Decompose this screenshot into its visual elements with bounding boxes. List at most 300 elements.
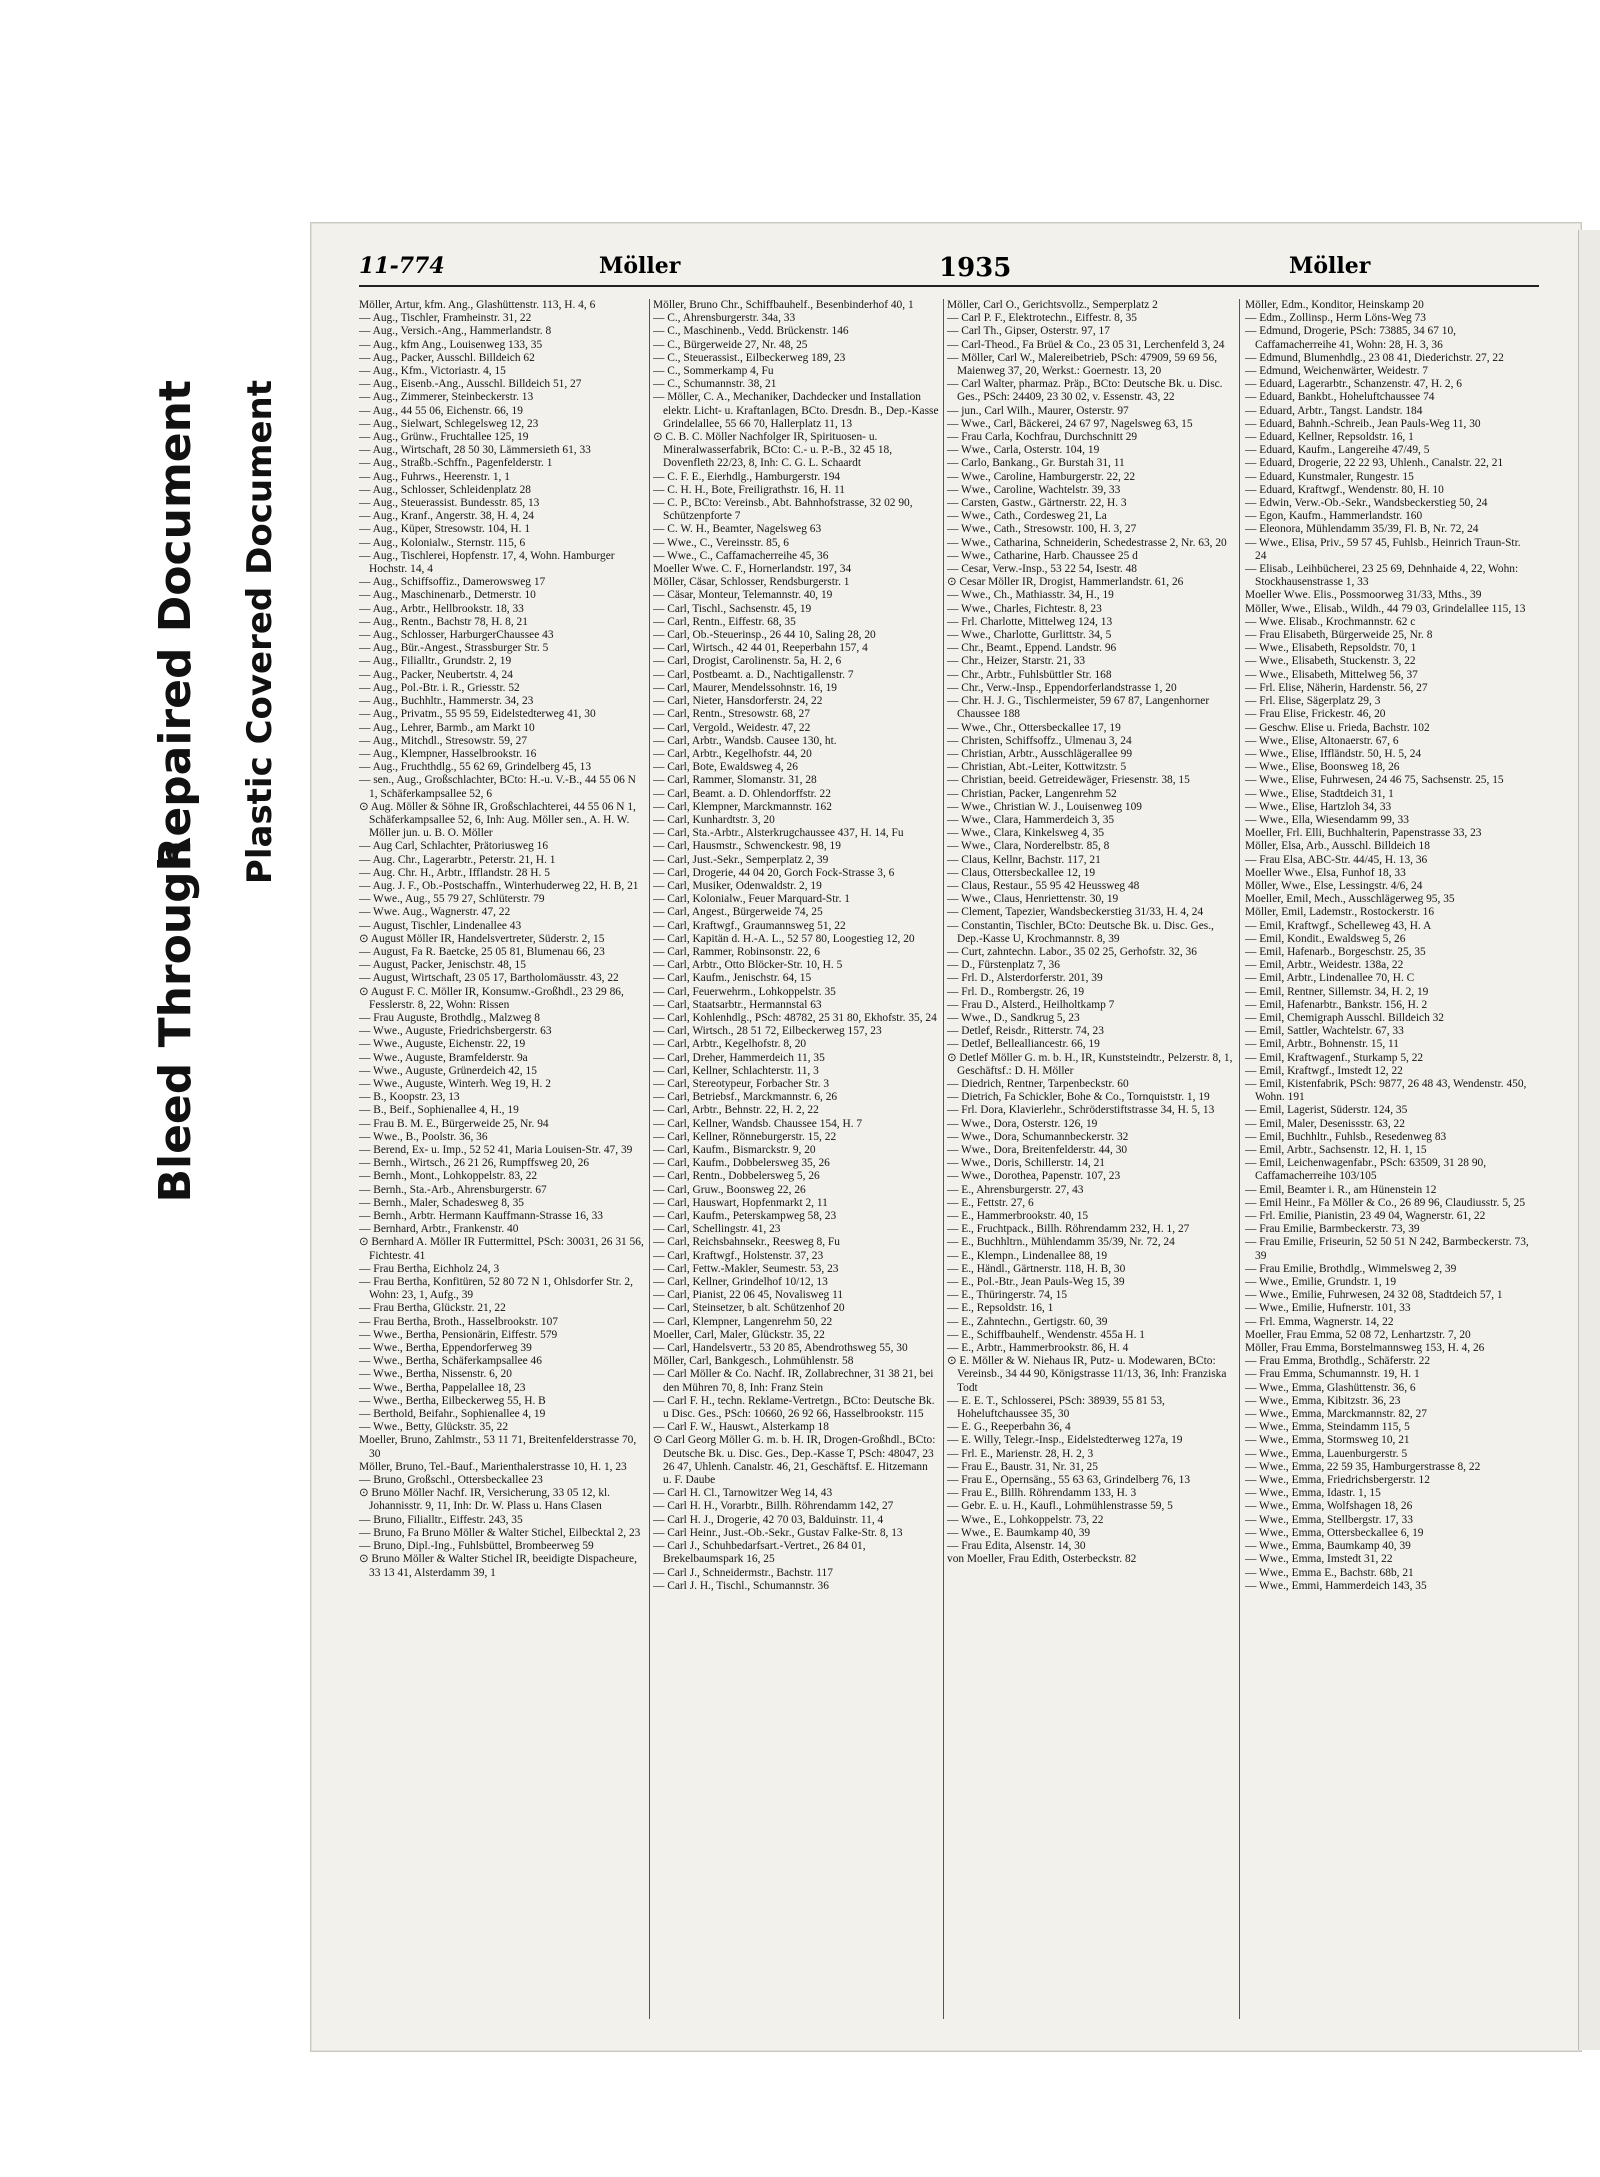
directory-entry: — E. Willy, Telegr.-Insp., Eidelstedterweg 127a, 19 xyxy=(947,1434,1183,1447)
directory-entry: — Wwe., Emilie, Hufnerstr. 101, 33 xyxy=(1245,1302,1411,1315)
directory-entry: — Wwe., Elise, Fuhrwesen, 24 46 75, Sachsenstr. 25, 15 xyxy=(1245,774,1504,787)
directory-entry: — Carl, Kunhardtstr. 3, 20 xyxy=(653,813,775,826)
directory-entry: — Carl, Drogerie, 44 04 20, Gorch Fock-Strasse 3, 6 xyxy=(653,866,895,879)
directory-entry: — Aug., Fuhrws., Heerenstr. 1, 1 xyxy=(359,470,510,483)
directory-entry: — Christian, Packer, Langenrehm 52 xyxy=(947,787,1117,800)
header-rule xyxy=(359,285,1539,287)
directory-entry: — Aug., Schlosser, Schleidenplatz 28 xyxy=(359,483,531,496)
directory-entry: — Aug., kfm Ang., Louisenweg 133, 35 xyxy=(359,338,543,351)
plastic-covered-label: Plastic Covered Document xyxy=(240,380,280,885)
directory-entry: — Aug., Pol.-Btr. i. R., Griesstr. 52 xyxy=(359,681,520,694)
column-4 xyxy=(1245,299,1531,2019)
directory-entry: — August, Fa R. Baetcke, 25 05 81, Blumenau 66, 23 xyxy=(359,945,605,958)
directory-entry: — Chr. H. J. G., Tischlermeister, 59 67 87, Langenhorner Chaussee 188 xyxy=(947,695,1210,721)
directory-entry: — Emil Heinr., Fa Möller & Co., 26 89 96, Claudiusstr. 5, 25 xyxy=(1245,1196,1526,1209)
directory-entry: — Carl, Rentn., Eiffestr. 68, 35 xyxy=(653,615,796,628)
directory-entry: ⊙ C. B. C. Möller Nachfolger IR, Spirituosen- u. Mineralwasserfabrik, BCto: C.- u. P.-B., 32 45 18, Dovenfleth 22/23, 8, Inh: C. G. L. Schaardt xyxy=(653,431,893,470)
directory-entry: — Wwe., Carl, Bäckerei, 24 67 97, Nagelsweg 63, 15 xyxy=(947,417,1193,430)
directory-entry: — Wwe., Dora, Osterstr. 126, 19 xyxy=(947,1117,1098,1130)
directory-entry: — Carl, Musiker, Odenwaldstr. 2, 19 xyxy=(653,879,822,892)
directory-entry: — Carl, Schellingstr. 41, 23 xyxy=(653,1223,781,1236)
directory-entry: — Aug., Kolonialw., Sternstr. 115, 6 xyxy=(359,536,526,549)
directory-entry: — Carl, Rammer, Slomanstr. 31, 28 xyxy=(653,774,817,787)
directory-entry: — Geschw. Elise u. Frieda, Bachstr. 102 xyxy=(1245,721,1430,734)
directory-entry: — C., Sommerkamp 4, Fu xyxy=(653,365,774,378)
directory-entry: — Aug., Grünw., Fruchtallee 125, 19 xyxy=(359,431,529,444)
directory-entry: ⊙ Detlef Möller G. m. b. H., IR, Kunststeindtr., Pelzerstr. 8, 1, Geschäftsf.: D. H. Möller xyxy=(947,1051,1233,1077)
directory-entry: — Wwe., Dorothea, Papenstr. 107, 23 xyxy=(947,1170,1121,1183)
directory-entry: — Carl, Arbtr., Wandsb. Causee 130, ht. xyxy=(653,734,837,747)
directory-entry: — E., Händl., Gärtnerstr. 118, H. B, 30 xyxy=(947,1262,1126,1275)
directory-entry: — E., Repsoldstr. 16, 1 xyxy=(947,1302,1054,1315)
directory-entry: — Aug., Maschinenarb., Detmerstr. 10 xyxy=(359,589,536,602)
directory-entry: — Wwe. Aug., Wagnerstr. 47, 22 xyxy=(359,906,511,919)
directory-entry: — Eduard, Lagerarbtr., Schanzenstr. 47, H. 2, 6 xyxy=(1245,378,1462,391)
directory-entry: — Carl, Nieter, Hansdorferstr. 24, 22 xyxy=(653,695,823,708)
directory-entry: — Wwe., Auguste, Winterh. Weg 19, H. 2 xyxy=(359,1077,551,1090)
directory-entry: — Carlo, Bankang., Gr. Burstah 31, 11 xyxy=(947,457,1125,470)
directory-entry: — Bruno, Filialltr., Eiffestr. 243, 35 xyxy=(359,1513,523,1526)
repaired-document-label: Repaired Document xyxy=(150,380,201,871)
directory-entry: — Carl, Kellner, Schlachterstr. 11, 3 xyxy=(653,1064,819,1077)
directory-entry: — E., Pol.-Btr., Jean Pauls-Weg 15, 39 xyxy=(947,1276,1125,1289)
directory-entry: — Wwe., E. Baumkamp 40, 39 xyxy=(947,1526,1091,1539)
directory-entry: — Edmund, Drogerie, PSch: 73885, 34 67 10, Caffamacherreihe 41, Wohn: 28, H. 3, 36 xyxy=(1245,325,1457,351)
directory-entry: — Wwe., Elisa, Priv., 59 57 45, Fuhlsb., Heinrich Traun-Str. 24 xyxy=(1245,536,1521,562)
directory-entry: — Eleonora, Mühlendamm 35/39, Fl. B, Nr. 72, 24 xyxy=(1245,523,1479,536)
directory-entry: — Carl F. W., Hauswt., Alsterkamp 18 xyxy=(653,1421,829,1434)
directory-entry: — Bernh., Wirtsch., 26 21 26, Rumpffsweg 20, 26 xyxy=(359,1157,590,1170)
directory-entry: — Eduard, Kaufm., Langereihe 47/49, 5 xyxy=(1245,444,1430,457)
directory-entry: — Chr., Heizer, Starstr. 21, 33 xyxy=(947,655,1086,668)
directory-entry: — Frl. D., Alsterdorferstr. 201, 39 xyxy=(947,972,1103,985)
directory-columns xyxy=(359,299,1559,2029)
directory-entry: — E., Thüringerstr. 74, 15 xyxy=(947,1289,1068,1302)
directory-entry: — Wwe., Emma, Stellbergstr. 17, 33 xyxy=(1245,1513,1413,1526)
directory-entry: — C. F. E., Eierhdlg., Hamburgerstr. 194 xyxy=(653,470,841,483)
directory-entry: — Carl, Beamt. a. D. Ohlendorffstr. 22 xyxy=(653,787,831,800)
directory-entry: — Frau Edita, Alsenstr. 14, 30 xyxy=(947,1540,1086,1553)
directory-entry: ⊙ Aug. Möller & Söhne IR, Großschlachterei, 44 55 06 N 1, Schäferkampsallee 52, 6, Inh: Aug. Möller sen., A. H. W. Möller jun. u. B. O. Möller xyxy=(359,800,636,840)
directory-entry: — Clement, Tapezier, Wandsbeckerstieg 31/33, H. 4, 24 xyxy=(947,906,1204,919)
directory-entry: — E. E. T., Schlosserei, PSch: 38939, 55 81 53, Hoheluftchaussee 35, 30 xyxy=(947,1394,1165,1421)
directory-entry: — E., Schiffbauhelf., Wendenstr. 455a H. 1 xyxy=(947,1328,1145,1341)
directory-entry: — Wwe., Bertha, Eilbeckerweg 55, H. B xyxy=(359,1394,546,1407)
directory-entry: Moeller Wwe. Elis., Possmoorweg 31/33, Mths., 39 xyxy=(1245,589,1482,602)
directory-entry: — Carl, Betriebsf., Marckmannstr. 6, 26 xyxy=(653,1091,838,1104)
directory-entry: — Wwe., Auguste, Eichenstr. 22, 19 xyxy=(359,1038,526,1051)
directory-entry: — Frl. Elise, Sägerplatz 29, 3 xyxy=(1245,695,1381,708)
directory-entry: — Wwe., Emma, Wolfshagen 18, 26 xyxy=(1245,1500,1413,1513)
directory-entry: — E., Hammerbrookstr. 40, 15 xyxy=(947,1210,1089,1223)
directory-entry: — Wwe., Christian W. J., Louisenweg 109 xyxy=(947,800,1142,813)
directory-entry: — Aug., Eisenb.-Ang., Ausschl. Billdeich 51, 27 xyxy=(359,378,582,391)
directory-entry: — Aug., Kranf., Angerstr. 38, H. 4, 24 xyxy=(359,510,534,523)
directory-entry: — Wwe., Emma E., Bachstr. 68b, 21 xyxy=(1245,1566,1414,1579)
directory-entry: — Carl, Rentn., Stresowstr. 68, 27 xyxy=(653,708,810,721)
directory-entry: — Carl, Dreher, Hammerdeich 11, 35 xyxy=(653,1051,825,1064)
directory-entry: — Aug., Zimmerer, Steinbeckerstr. 13 xyxy=(359,391,534,404)
directory-entry: Moeller, Carl, Maler, Glückstr. 35, 22 xyxy=(653,1328,825,1341)
directory-entry: — Emil, Arbtr., Lindenallee 70, H. C xyxy=(1245,972,1415,985)
directory-entry: — Wwe., Catharina, Schneiderin, Schedestrasse 2, Nr. 63, 20 xyxy=(947,536,1227,549)
directory-entry: Möller, Carl O., Gerichtsvollz., Semperplatz 2 xyxy=(947,299,1158,311)
directory-entry: — E., Fettstr. 27, 6 xyxy=(947,1196,1034,1209)
directory-entry: — Aug., Lehrer, Barmb., am Markt 10 xyxy=(359,721,535,734)
directory-entry: — Eduard, Kunstmaler, Rungestr. 15 xyxy=(1245,470,1414,483)
directory-entry: — Emil, Sattler, Wachtelstr. 67, 33 xyxy=(1245,1025,1404,1038)
directory-entry: — Carl J., Schneidermstr., Bachstr. 117 xyxy=(653,1566,833,1579)
directory-entry: — Frl. D., Rombergstr. 26, 19 xyxy=(947,985,1085,998)
directory-entry: — Eduard, Arbtr., Tangst. Landstr. 184 xyxy=(1245,404,1423,417)
directory-entry: — C. P., BCto: Vereinsb., Abt. Bahnhofstrasse, 32 02 90, Schützenpforte 7 xyxy=(653,497,913,523)
directory-entry: — Wwe., E., Lohkoppelstr. 73, 22 xyxy=(947,1513,1104,1526)
directory-entry: — Wwe., Cath., Cordesweg 21, La xyxy=(947,510,1107,523)
directory-entry: — Aug., Buchhltr., Hammerstr. 34, 23 xyxy=(359,695,534,708)
directory-entry: — Frau Bertha, Broth., Hasselbrookstr. 107 xyxy=(359,1315,558,1328)
directory-entry: — Carl, Kellner, Rönneburgerstr. 15, 22 xyxy=(653,1130,837,1143)
directory-entry: — Wwe., B., Poolstr. 36, 36 xyxy=(359,1130,488,1143)
directory-entry: — Aug., Packer, Neubertstr. 4, 24 xyxy=(359,668,513,681)
directory-entry: — Eduard, Bahnh.-Schreib., Jean Pauls-Weg 11, 30 xyxy=(1245,417,1481,430)
directory-entry: — Carl, Staatsarbtr., Hermannstal 63 xyxy=(653,998,822,1011)
directory-entry: — Frau Bertha, Glückstr. 21, 22 xyxy=(359,1302,506,1315)
directory-entry: — Aug., Privatm., 55 95 59, Eidelstedterweg 41, 30 xyxy=(359,708,596,721)
directory-entry: — Carl, Kaufm., Peterskampweg 58, 23 xyxy=(653,1210,837,1223)
directory-entry: — Wwe., Emma, Friedrichsbergerstr. 12 xyxy=(1245,1474,1430,1487)
directory-entry: — Wwe., Clara, Hammerdeich 3, 35 xyxy=(947,813,1115,826)
directory-entry: ⊙ Bruno Möller Nachf. IR, Versicherung, 33 05 12, kl. Johannisstr. 9, 11, Inh: Dr. W. Plass u. Hans Clasen xyxy=(359,1487,611,1513)
column-divider xyxy=(1239,299,1240,2019)
directory-entry: — Gebr. E. u. H., Kaufl., Lohmühlenstrasse 59, 5 xyxy=(947,1500,1173,1513)
directory-entry: — Bruno, Fa Bruno Möller & Walter Stichel, Eilbecktal 2, 23 xyxy=(359,1526,641,1539)
directory-entry: — Carl, Handelsvertr., 53 20 85, Abendrothsweg 55, 30 xyxy=(653,1342,908,1355)
directory-entry: — Wwe., Elisabeth, Stuckenstr. 3, 22 xyxy=(1245,655,1416,668)
directory-entry: — Detlef, Reisdr., Ritterstr. 74, 23 xyxy=(947,1025,1104,1038)
directory-entry: — Wwe., Auguste, Grünerdeich 42, 15 xyxy=(359,1064,537,1077)
directory-entry: — C., Maschinenb., Vedd. Brückenstr. 146 xyxy=(653,325,849,338)
directory-entry: — Wwe., Elise, Hartzloh 34, 33 xyxy=(1245,800,1392,813)
directory-entry: Moeller Wwe., Elsa, Funhof 18, 33 xyxy=(1245,866,1406,879)
page-number: 11-774 xyxy=(359,253,445,279)
directory-entry: — Aug., Bür.-Angest., Strassburger Str. 5 xyxy=(359,642,549,655)
directory-entry: — Detlef, Bellealliancestr. 66, 19 xyxy=(947,1038,1100,1051)
directory-entry: — Wwe., Aug., 55 79 27, Schlüterstr. 79 xyxy=(359,893,545,906)
directory-entry: — E., Buchhltrn., Mühlendamm 35/39, Nr. 72, 24 xyxy=(947,1236,1175,1249)
directory-entry: — Frau Elisabeth, Bürgerweide 25, Nr. 8 xyxy=(1245,629,1433,642)
directory-entry: — Bernh., Maler, Schadesweg 8, 35 xyxy=(359,1196,524,1209)
directory-entry: ⊙ E. Möller & W. Niehaus IR, Putz- u. Modewaren, BCto: Vereinsb., 34 44 90, Königstrasse 11/13, 36, Inh: Franziska Todt xyxy=(947,1355,1227,1394)
directory-entry: — Frl. Dora, Klavierlehr., Schröderstiftstrasse 34, H. 5, 13 xyxy=(947,1104,1215,1117)
directory-entry: — Carl, Rammer, Robinsonstr. 22, 6 xyxy=(653,945,820,958)
directory-entry: — Frau Emma, Brothdlg., Schäferstr. 22 xyxy=(1245,1355,1431,1368)
directory-entry: — August, Tischler, Lindenallee 43 xyxy=(359,919,522,932)
column-2 xyxy=(653,299,939,2019)
directory-entry: — Carl-Theod., Fa Brüel & Co., 23 05 31, Lerchenfeld 3, 24 xyxy=(947,338,1225,351)
directory-entry: — Dietrich, Fa Schickler, Bohe & Co., Tornquiststr. 1, 19 xyxy=(947,1091,1210,1104)
directory-entry: — Möller, C. A., Mechaniker, Dachdecker und Installation elektr. Licht- u. Kraftanlagen, BCto. Dresdn. B., Dep.-Kasse Grindelallee, 55 66 70, Hallerplatz 11, 13 xyxy=(653,391,939,430)
directory-page xyxy=(310,222,1582,2052)
directory-entry: — Emil, Arbtr., Bohnenstr. 15, 11 xyxy=(1245,1038,1399,1051)
directory-entry: — Edmund, Blumenhdlg., 23 08 41, Diederichstr. 27, 22 xyxy=(1245,351,1504,364)
directory-entry: — Aug., Mitchdl., Stresowstr. 59, 27 xyxy=(359,734,528,747)
directory-entry: — Carl, Kaufm., Dobbelersweg 35, 26 xyxy=(653,1157,830,1170)
directory-entry: — Emil, Leichenwagenfabr., PSch: 63509, 31 28 90, Caffamacherreihe 103/105 xyxy=(1245,1157,1487,1183)
directory-entry: — C., Steuerassist., Eilbeckerweg 189, 23 xyxy=(653,351,846,364)
directory-entry: Möller, Elsa, Arb., Ausschl. Billdeich 18 xyxy=(1245,840,1430,853)
directory-entry: — Wwe., Chr., Ottersbeckallee 17, 19 xyxy=(947,721,1121,734)
directory-entry: — Chr., Arbtr., Fuhlsbüttler Str. 168 xyxy=(947,668,1112,681)
directory-entry: — Carl, Fettw.-Makler, Seumestr. 53, 23 xyxy=(653,1262,839,1275)
directory-entry: — Frau Carla, Kochfrau, Durchschnitt 29 xyxy=(947,431,1138,444)
directory-entry: — Carl, Arbtr., Kegelhofstr. 44, 20 xyxy=(653,747,812,760)
directory-entry: — Carl, Maurer, Mendelssohnstr. 16, 19 xyxy=(653,681,837,694)
directory-entry: ⊙ August Möller IR, Handelsvertreter, Süderstr. 2, 15 xyxy=(359,932,605,945)
directory-entry: — Carl, Arbtr., Kegelhofstr. 8, 20 xyxy=(653,1038,807,1051)
directory-entry: — Aug., Klempner, Hasselbrookstr. 16 xyxy=(359,747,537,760)
directory-entry: — Frau Emilie, Barmbeckerstr. 73, 39 xyxy=(1245,1223,1420,1236)
directory-entry: — Christen, Schiffsoffz., Ulmenau 3, 24 xyxy=(947,734,1132,747)
directory-entry: — Carl H. H., Vorarbtr., Billh. Röhrendamm 142, 27 xyxy=(653,1500,894,1513)
directory-entry: ⊙ Bernhard A. Möller IR Futtermittel, PSch: 30031, 26 31 56, Fichtestr. 41 xyxy=(359,1236,644,1262)
directory-entry: — B., Beif., Sophienallee 4, H., 19 xyxy=(359,1104,519,1117)
directory-entry: — Cäsar, Monteur, Telemannstr. 40, 19 xyxy=(653,589,833,602)
directory-entry: Möller, Carl, Bankgesch., Lohmühlenstr. 58 xyxy=(653,1355,854,1368)
directory-entry: — Aug., Versich.-Ang., Hammerlandstr. 8 xyxy=(359,325,552,338)
directory-entry: — E., Fruchtpack., Billh. Röhrendamm 232, H. 1, 27 xyxy=(947,1223,1190,1236)
directory-entry: — Emil, Kraftwgf., Schelleweg 43, H. A xyxy=(1245,919,1432,932)
directory-entry: — Carl F. H., techn. Reklame-Vertretgn., BCto: Deutsche Bk. u Disc. Ges., PSch: 10660, 26 92 66, Hasselbrookstr. 115 xyxy=(653,1394,935,1421)
directory-entry: — Frau Auguste, Brothdlg., Malzweg 8 xyxy=(359,1011,540,1024)
directory-entry: — Emil, Kistenfabrik, PSch: 9877, 26 48 43, Wendenstr. 450, Wohn. 191 xyxy=(1245,1077,1527,1104)
directory-entry: — Aug., Fruchthdlg., 55 62 69, Grindelberg 45, 13 xyxy=(359,761,592,774)
directory-entry: — Frau E., Opernsäng., 55 63 63, Grindelberg 76, 13 xyxy=(947,1474,1191,1487)
directory-entry: — C., Bürgerweide 27, Nr. 48, 25 xyxy=(653,338,808,351)
directory-entry: — Carl, Tischl., Sachsenstr. 45, 19 xyxy=(653,602,812,615)
directory-entry: — Wwe., Caroline, Hamburgerstr. 22, 22 xyxy=(947,470,1136,483)
directory-entry: — Wwe., Emma, Marckmannstr. 82, 27 xyxy=(1245,1408,1428,1421)
directory-entry: — Frau Emilie, Friseurin, 52 50 51 N 242, Barmbeckerstr. 73, 39 xyxy=(1245,1236,1529,1262)
page-header xyxy=(359,253,1539,293)
directory-entry: — Wwe., Elise, Boonsweg 18, 26 xyxy=(1245,761,1400,774)
directory-entry: — Wwe., Claus, Henriettenstr. 30, 19 xyxy=(947,893,1119,906)
directory-entry: — Bruno, Dipl.-Ing., Fuhlsbüttel, Brombeerweg 59 xyxy=(359,1540,594,1553)
directory-entry: — Christian, Abt.-Leiter, Kottwitzstr. 5 xyxy=(947,761,1127,774)
directory-entry: — Bernhard, Arbtr., Frankenstr. 40 xyxy=(359,1223,519,1236)
directory-entry: — Wwe., Elise, Altonaerstr. 67, 6 xyxy=(1245,734,1399,747)
directory-entry: — Wwe., Bertha, Nissenstr. 6, 20 xyxy=(359,1368,512,1381)
directory-entry: — E., Arbtr., Hammerbrookstr. 86, H. 4 xyxy=(947,1342,1129,1355)
directory-entry: — Carl, Drogist, Carolinenstr. 5a, H. 2, 6 xyxy=(653,655,842,668)
directory-entry: — Frl. Emma, Wagnerstr. 14, 22 xyxy=(1245,1315,1394,1328)
directory-entry: — Eduard, Kellner, Repsoldstr. 16, 1 xyxy=(1245,431,1414,444)
directory-entry: — Carl, Wirtsch., 42 44 01, Reeperbahn 157, 4 xyxy=(653,642,868,655)
directory-entry: — Wwe., Ella, Wiesendamm 99, 33 xyxy=(1245,813,1409,826)
directory-entry: — Emil, Buchhltr., Fuhlsb., Resedenweg 83 xyxy=(1245,1130,1447,1143)
directory-entry: — Wwe., Bertha, Pappelallee 18, 23 xyxy=(359,1381,526,1394)
directory-entry: — Wwe., Emma, Baumkamp 40, 39 xyxy=(1245,1540,1411,1553)
directory-entry: — Wwe., Cath., Stresowstr. 100, H. 3, 27 xyxy=(947,523,1137,536)
directory-entry: — Eduard, Drogerie, 22 22 93, Uhlenh., Canalstr. 22, 21 xyxy=(1245,457,1504,470)
directory-entry: — Aug. Chr., Lagerarbtr., Peterstr. 21, H. 1 xyxy=(359,853,556,866)
directory-entry: — Wwe., Charlotte, Gurlittstr. 34, 5 xyxy=(947,629,1112,642)
directory-entry: — Frl. E., Marienstr. 28, H. 2, 3 xyxy=(947,1447,1094,1460)
directory-entry: — Aug. Chr. H., Arbtr., Ifflandstr. 28 H. 5 xyxy=(359,866,550,879)
directory-entry: — Emil, Arbtr., Weidestr. 138a, 22 xyxy=(1245,959,1404,972)
directory-entry: Möller, Wwe., Elisab., Wildh., 44 79 03, Grindelallee 115, 13 xyxy=(1245,602,1526,615)
directory-entry: — Carl, Kohlenhdlg., PSch: 48782, 25 31 80, Ekhofstr. 35, 24 xyxy=(653,1011,937,1024)
directory-entry: — Möller, Carl W., Malereibetrieb, PSch: 47909, 59 69 56, Maienweg 37, 20, Werkst.: Goernestr. 13, 20 xyxy=(947,351,1218,378)
directory-entry: — Wwe., Carla, Osterstr. 104, 19 xyxy=(947,444,1100,457)
directory-entry: — Aug., Arbtr., Hellbrookstr. 18, 33 xyxy=(359,602,524,615)
directory-entry: — Wwe., Clara, Norderelbstr. 85, 8 xyxy=(947,840,1110,853)
directory-entry: — D., Fürstenplatz 7, 36 xyxy=(947,959,1060,972)
directory-entry: — Wwe., D., Sandkrug 5, 23 xyxy=(947,1011,1080,1024)
directory-entry: — Wwe., C., Vereinsstr. 85, 6 xyxy=(653,536,789,549)
directory-entry: — Carl, Hausmstr., Schwenckestr. 98, 19 xyxy=(653,840,841,853)
directory-entry: — Carl, Arbtr., Behnstr. 22, H. 2, 22 xyxy=(653,1104,819,1117)
directory-entry: — Bernh., Arbtr. Hermann Kauffmann-Strasse 16, 33 xyxy=(359,1210,604,1223)
directory-entry: — Aug., Schiffsoffiz., Damerowsweg 17 xyxy=(359,576,546,589)
column-divider xyxy=(649,299,650,2019)
directory-entry: — Carl, Bote, Ewaldsweg 4, 26 xyxy=(653,761,798,774)
directory-entry: — Aug., Tischlerei, Hopfenstr. 17, 4, Wohn. Hamburger Hochstr. 14, 4 xyxy=(359,549,615,576)
directory-entry: Möller, Edm., Konditor, Heinskamp 20 xyxy=(1245,299,1424,311)
directory-entry: — Frl. Emilie, Pianistin, 23 49 04, Wagnerstr. 61, 22 xyxy=(1245,1210,1486,1223)
directory-entry: — Frau Elsa, ABC-Str. 44/45, H. 13, 36 xyxy=(1245,853,1428,866)
directory-entry: — Carl, Kraftwgf., Graumannsweg 51, 22 xyxy=(653,919,846,932)
directory-entry: — Edwin, Verw.-Ob.-Sekr., Wandsbeckerstieg 50, 24 xyxy=(1245,497,1488,510)
directory-entry: — Berend, Ex- u. Imp., 52 52 41, Maria Louisen-Str. 47, 39 xyxy=(359,1144,633,1156)
directory-entry: — C. H. H., Bote, Freiligrathstr. 16, H. 11 xyxy=(653,483,845,496)
directory-entry: — Christian, beeid. Getreidewäger, Friesenstr. 38, 15 xyxy=(947,774,1190,787)
directory-entry: — Wwe., Elisabeth, Mittelweg 56, 37 xyxy=(1245,668,1418,681)
directory-entry: — C., Ahrensburgerstr. 34a, 33 xyxy=(653,312,796,325)
directory-entry: Moeller, Emil, Mech., Ausschlägerweg 95, 35 xyxy=(1245,893,1455,906)
directory-entry: — Wwe., Ch., Mathiasstr. 34, H., 19 xyxy=(947,589,1114,602)
directory-entry: — B., Koopstr. 23, 13 xyxy=(359,1091,460,1104)
directory-entry: — Wwe., Emma, Ottersbeckallee 6, 19 xyxy=(1245,1526,1424,1539)
directory-entry: — Wwe., Auguste, Bramfelderstr. 9a xyxy=(359,1051,528,1064)
directory-entry: — Aug., Straßb.-Schffn., Pagenfelderstr. 1 xyxy=(359,457,553,470)
directory-entry: — Carl, Rentn., Dobbelersweg 5, 26 xyxy=(653,1170,820,1183)
directory-entry: — Edm., Zollinsp., Herm Löns-Weg 73 xyxy=(1245,312,1426,325)
directory-entry: Moeller, Bruno, Zahlmstr., 53 11 71, Breitenfelderstrasse 70, 30 xyxy=(359,1434,637,1460)
directory-entry: — Wwe., Emilie, Fuhrwesen, 24 32 08, Stadtdeich 57, 1 xyxy=(1245,1289,1503,1302)
directory-entry: — Emil, Hafenarb., Borgeschstr. 25, 35 xyxy=(1245,945,1426,958)
directory-entry: — Elisab., Leihbücherei, 23 25 69, Dehnhaide 4, 22, Wohn: Stockhausenstrasse 1, 33 xyxy=(1245,563,1519,589)
directory-entry: — Carl Möller & Co. Nachf. IR, Zollabrechner, 31 38 21, bei den Mühren 70, 8, Inh: Franz Stein xyxy=(653,1368,934,1394)
directory-entry: — Wwe., Catharine, Harb. Chaussee 25 d xyxy=(947,549,1138,562)
directory-entry: — Wwe., Emma, Idastr. 1, 15 xyxy=(1245,1487,1381,1500)
directory-entry: — Carl, Ob.-Steuerinsp., 26 44 10, Saling 28, 20 xyxy=(653,629,876,642)
directory-entry: — C., Schumannstr. 38, 21 xyxy=(653,378,777,391)
directory-entry: — Edmund, Weichenwärter, Weidestr. 7 xyxy=(1245,365,1428,378)
directory-entry: — Carl, Klempner, Marckmannstr. 162 xyxy=(653,800,832,813)
directory-entry: — C. W. H., Beamter, Nagelsweg 63 xyxy=(653,523,822,536)
directory-entry: — Claus, Ottersbeckallee 12, 19 xyxy=(947,866,1096,879)
directory-entry: Moeller, Frl. Elli, Buchhalterin, Papenstrasse 33, 23 xyxy=(1245,827,1482,840)
directory-entry: — E., Klempn., Lindenallee 88, 19 xyxy=(947,1249,1108,1262)
directory-entry: Moeller Wwe. C. F., Hornerlandstr. 197, 34 xyxy=(653,563,852,576)
column-1 xyxy=(359,299,645,2019)
directory-entry: — Emil, Arbtr., Sachsenstr. 12, H. 1, 15 xyxy=(1245,1144,1427,1156)
directory-entry: — Aug., Schlosser, HarburgerChaussee 43 xyxy=(359,629,554,642)
directory-entry: — Eduard, Bankbt., Hoheluftchaussee 74 xyxy=(1245,391,1435,404)
directory-entry: — Carsten, Gastw., Gärtnerstr. 22, H. 3 xyxy=(947,497,1127,510)
directory-entry: — Carl, Arbtr., Otto Blöcker-Str. 10, H. 5 xyxy=(653,959,843,972)
directory-entry: — Emil, Kraftwagenf., Sturkamp 5, 22 xyxy=(1245,1051,1424,1064)
directory-entry: — Wwe., Clara, Kinkelsweg 4, 35 xyxy=(947,827,1105,840)
directory-entry: — Claus, Kellnr, Bachstr. 117, 21 xyxy=(947,853,1101,866)
directory-entry: — Emil, Chemigraph Ausschl. Billdeich 32 xyxy=(1245,1011,1445,1024)
directory-entry: — Wwe., Auguste, Friedrichsbergerstr. 63 xyxy=(359,1025,552,1038)
directory-entry: — Christian, Arbtr., Ausschlägerallee 99 xyxy=(947,747,1133,760)
directory-entry: — Wwe. Elisab., Krochmannstr. 62 c xyxy=(1245,615,1416,628)
directory-entry: — Emil, Rentner, Sillemstr. 34, H. 2, 19 xyxy=(1245,985,1429,998)
directory-entry: — Aug Carl, Schlachter, Prätoriusweg 16 xyxy=(359,840,549,853)
directory-entry: — Wwe., Emma, Steindamm 115, 5 xyxy=(1245,1421,1410,1434)
directory-entry: — Bernh., Mont., Lohkoppelstr. 83, 22 xyxy=(359,1170,538,1183)
directory-entry: — Bernh., Sta.-Arb., Ahrensburgerstr. 67 xyxy=(359,1183,547,1196)
directory-entry: — E. G., Reeperbahn 36, 4 xyxy=(947,1421,1071,1434)
directory-entry: — Wwe., Bertha, Schäferkampsallee 46 xyxy=(359,1355,542,1368)
directory-entry: — Aug., Wirtschaft, 28 50 30, Lämmersieth 61, 33 xyxy=(359,444,591,457)
directory-entry: — Carl J. H., Tischl., Schumannstr. 36 xyxy=(653,1579,829,1592)
directory-entry: — Carl, Klempner, Langenrehm 50, 22 xyxy=(653,1315,833,1328)
directory-entry: — E., Ahrensburgerstr. 27, 43 xyxy=(947,1183,1084,1196)
directory-entry: — Aug., Packer, Ausschl. Billdeich 62 xyxy=(359,351,535,364)
directory-entry: — Carl J., Schuhbedarfsart.-Vertret., 26 84 01, Brekelbaumspark 16, 25 xyxy=(653,1540,866,1566)
directory-entry: — Wwe., Bertha, Pensionärin, Eiffestr. 579 xyxy=(359,1328,558,1341)
directory-entry: — Wwe., Elise, Iffländstr. 50, H. 5, 24 xyxy=(1245,747,1422,760)
running-head-left: Möller xyxy=(599,253,681,279)
directory-entry: Möller, Frau Emma, Borstelmannsweg 153, H. 4, 26 xyxy=(1245,1342,1485,1355)
directory-entry: — Carl, Kaufm., Bismarckstr. 9, 20 xyxy=(653,1144,816,1156)
directory-entry: — Chr., Beamt., Eppend. Landstr. 96 xyxy=(947,642,1117,655)
directory-entry: — Curt, zahntechn. Labor., 35 02 25, Gerhofstr. 32, 36 xyxy=(947,945,1197,958)
directory-entry: Möller, Emil, Lademstr., Rostockerstr. 16 xyxy=(1245,906,1435,919)
directory-entry: — Bruno, Großschl., Ottersbeckallee 23 xyxy=(359,1474,543,1487)
directory-entry: ⊙ Carl Georg Möller G. m. b. H. IR, Drogen-Großhdl., BCto: Deutsche Bk. u. Disc. Ges., Dep.-Kasse T, PSch: 48047, 23 26 47, Uhlenh. Canalstr. 46, 21, Geschäftsf. E. Hitzemann u. F. Daube xyxy=(653,1434,936,1487)
directory-entry: — Constantin, Tischler, BCto: Deutsche Bk. u. Disc. Ges., Dep.-Kasse U, Krochmannstr. 8, 39 xyxy=(947,919,1214,945)
directory-entry: — Carl, Kellner, Wandsb. Chaussee 154, H. 7 xyxy=(653,1117,863,1130)
directory-entry: — Wwe., Emmi, Hammerdeich 143, 35 xyxy=(1245,1579,1427,1592)
directory-entry: — sen., Aug., Großschlachter, BCto: H.-u. V.-B., 44 55 06 N 1, Schäferkampsallee 52, 6 xyxy=(359,774,636,800)
directory-entry: — Carl Th., Gipser, Osterstr. 97, 17 xyxy=(947,325,1110,338)
directory-entry: — Emil, Maler, Desenissstr. 63, 22 xyxy=(1245,1117,1405,1130)
directory-entry: — Frau Bertha, Konfitüren, 52 80 72 N 1, Ohlsdorfer Str. 2, Wohn: 23, 1, Aufg., 39 xyxy=(359,1276,633,1302)
directory-entry: — Wwe., Elisabeth, Repsoldstr. 70, 1 xyxy=(1245,642,1417,655)
directory-entry: — Emil, Beamter i. R., am Hünenstein 12 xyxy=(1245,1183,1437,1196)
directory-entry: — Carl P. F., Elektrotechn., Eiffestr. 8, 35 xyxy=(947,312,1137,325)
column-divider xyxy=(943,299,944,2019)
directory-entry: — Aug., Steuerassist. Bundesstr. 85, 13 xyxy=(359,497,540,510)
directory-entry: — Wwe., Emma, Kibitzstr. 36, 23 xyxy=(1245,1394,1401,1407)
directory-entry: — Wwe., Charles, Fichtestr. 8, 23 xyxy=(947,602,1102,615)
directory-entry: — Aug., 44 55 06, Eichenstr. 66, 19 xyxy=(359,404,523,417)
directory-entry: — Carl, Kaufm., Jenischstr. 64, 15 xyxy=(653,972,812,985)
directory-entry: — Carl, Pianist, 22 06 45, Novalisweg 11 xyxy=(653,1289,844,1302)
directory-entry: — August, Packer, Jenischstr. 48, 15 xyxy=(359,959,526,972)
directory-entry: Moeller, Frau Emma, 52 08 72, Lenhartzstr. 7, 20 xyxy=(1245,1328,1471,1341)
directory-entry: ⊙ Bruno Möller & Walter Stichel IR, beeidigte Dispacheure, 33 13 41, Alsterdamm 39, 1 xyxy=(359,1553,637,1579)
directory-entry: — Carl, Just.-Sekr., Semperplatz 2, 39 xyxy=(653,853,829,866)
directory-entry: — Frau Elise, Frickestr. 46, 20 xyxy=(1245,708,1386,721)
directory-entry: — Chr., Verw.-Insp., Eppendorferlandstrasse 1, 20 xyxy=(947,681,1177,694)
directory-entry: — Aug., Filialltr., Grundstr. 2, 19 xyxy=(359,655,512,668)
directory-entry: — Diedrich, Rentner, Tarpenbeckstr. 60 xyxy=(947,1077,1129,1090)
